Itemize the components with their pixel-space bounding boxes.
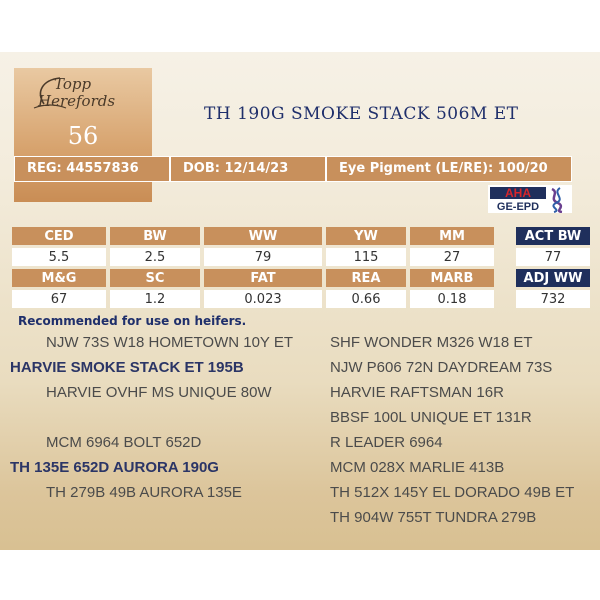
epd-header-rea: REA (326, 269, 406, 287)
pedigree-right-8: TH 904W 755T TUNDRA 279B (330, 509, 537, 526)
act-bw-label: ACT BW (516, 227, 590, 245)
epd-header-row-1 (12, 227, 590, 245)
lot-card (0, 52, 600, 550)
epd-value-ced: 5.5 (12, 248, 106, 266)
epd-value-sc: 1.2 (110, 290, 200, 308)
recommendation-note: Recommended for use on heifers. (18, 314, 247, 328)
epd-header-sc: SC (110, 269, 200, 287)
pedigree-sire: HARVIE SMOKE STACK ET 195B (10, 359, 244, 376)
epd-table (8, 224, 594, 311)
epd-header-row-2 (12, 269, 590, 287)
epd-header-fat: FAT (204, 269, 322, 287)
pedigree-dam-sire: MCM 6964 BOLT 652D (46, 434, 202, 451)
lot-number: 56 (67, 122, 99, 150)
pedigree-dam-dam: TH 279B 49B AURORA 135E (46, 484, 242, 501)
epd-value-marb: 0.18 (410, 290, 494, 308)
logo-line-1: Topp (54, 75, 92, 93)
pedigree-right-6: MCM 028X MARLIE 413B (330, 459, 505, 476)
pedigree-right-4: BBSF 100L UNIQUE ET 131R (330, 409, 532, 426)
logo-line-2: Herefords (38, 92, 116, 110)
epd-header-marb: MARB (410, 269, 494, 287)
epd-value-row-1 (12, 248, 590, 266)
epd-value-row-2 (12, 290, 590, 308)
epd-header-yw: YW (326, 227, 406, 245)
pedigree-right-3: HARVIE RAFTSMAN 16R (330, 384, 504, 401)
aha-logo-bottom: GE-EPD (496, 201, 540, 213)
adj-ww-label: ADJ WW (516, 269, 590, 287)
epd-header-ced: CED (12, 227, 106, 245)
animal-title: TH 190G SMOKE STACK 506M ET (204, 104, 519, 124)
epd-value-fat: 0.023 (204, 290, 322, 308)
pedigree-right-1: SHF WONDER M326 W18 ET (330, 334, 533, 351)
epd-value-mg: 67 (12, 290, 106, 308)
epd-value-yw: 115 (326, 248, 406, 266)
aha-ge-epd-logo (488, 185, 572, 213)
epd-value-rea: 0.66 (326, 290, 406, 308)
act-bw-value: 77 (516, 248, 590, 266)
pedigree-right-5: R LEADER 6964 (330, 434, 443, 451)
epd-header-mm: MM (410, 227, 494, 245)
epd-header-ww: WW (204, 227, 322, 245)
pedigree-right-2: NJW P606 72N DAYDREAM 73S (330, 359, 553, 376)
epd-value-mm: 27 (410, 248, 494, 266)
epd-header-bw: BW (110, 227, 200, 245)
epd-value-bw: 2.5 (110, 248, 200, 266)
epd-header-mg: M&G (12, 269, 106, 287)
date-of-birth: DOB: 12/14/23 (170, 156, 326, 182)
epd-value-ww: 79 (204, 248, 322, 266)
pedigree-dam: TH 135E 652D AURORA 190G (10, 459, 219, 476)
eye-pigment: Eye Pigment (LE/RE): 100/20 (326, 156, 572, 182)
adj-ww-value: 732 (516, 290, 590, 308)
pedigree-right-7: TH 512X 145Y EL DORADO 49B ET (330, 484, 575, 501)
pedigree-sire-dam: HARVIE OVHF MS UNIQUE 80W (46, 384, 272, 401)
aha-logo-top: AHA (505, 186, 531, 200)
logo (26, 76, 136, 110)
registration-number: REG: 44557836 (14, 156, 170, 182)
pedigree-sire-sire: NJW 73S W18 HOMETOWN 10Y ET (46, 334, 293, 351)
